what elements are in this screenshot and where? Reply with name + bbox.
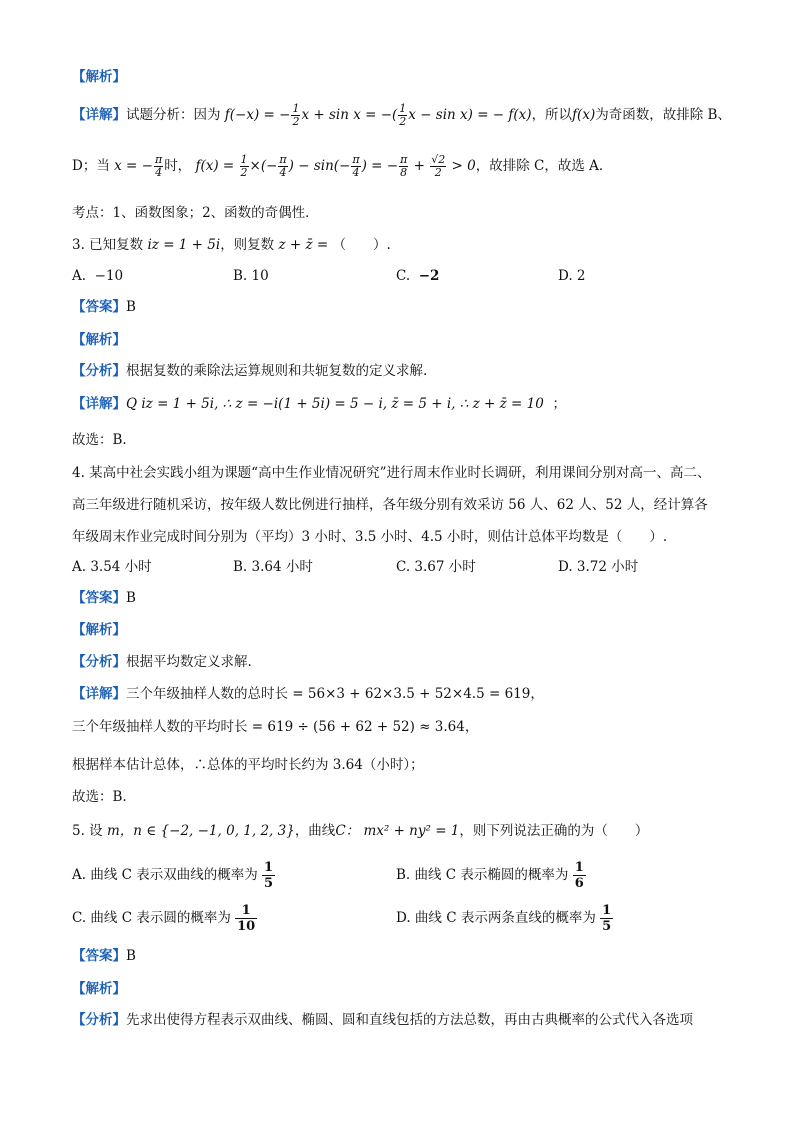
q4-option-b: B. 3.64 小时 <box>233 559 313 575</box>
q3-stem-eq: iz = 1 + 5i <box>147 237 221 253</box>
frac-half: $\frac{1}{2}$ <box>292 102 300 128</box>
q3-stem-b: ，则复数 <box>220 237 275 253</box>
q5-option-d: D. 曲线 C 表示两条直线的概率为 $\frac{1}{5}$ <box>396 903 612 934</box>
analysis-tag: 【解析】 <box>72 69 126 85</box>
frac-pi-4: $\frac{\pi}{4}$ <box>154 153 163 179</box>
q3-fenxi: 【分析】根据复数的乘除法运算规则和共轭复数的定义求解. <box>72 363 428 379</box>
q3-stem-sum: z + z̄ = <box>278 237 329 253</box>
q2-line2-c: ，故排除 C，故选 A． <box>475 158 613 174</box>
q3-option-d: D. 2 <box>558 268 586 284</box>
q3-option-b: B. 10 <box>233 268 269 284</box>
q2-line2-a: D；当 <box>72 158 110 174</box>
q4-detail1: 【详解】三个年级抽样人数的总时长 = 56×3 + 62×3.5 + 52×4.5 = 619， <box>72 686 544 702</box>
q5-answer: 【答案】B <box>72 948 136 964</box>
q3-conclusion: 故选：B. <box>72 432 127 448</box>
q2-fx: f(x) <box>572 107 596 123</box>
q2-eval: f(x) = $\frac{1}{2}$ ×(− $\frac{\pi}{4}$ ) − sin(− $\frac{\pi}{4}$ ) = − $\frac{\pi}{8}$ + $\frac{√2}{2}$ > 0 <box>195 153 476 179</box>
q2-detail-line <box>72 103 731 128</box>
q3-option-a: A. −10 <box>72 268 124 284</box>
q3-analysis-tag: 【解析】 <box>72 332 126 348</box>
q5-equation: mx² + ny² = 1 <box>363 823 460 839</box>
q2-detail-text-b: ，所以 <box>531 107 573 123</box>
q4-option-a: A. 3.54 小时 <box>72 559 152 575</box>
q3-option-c: C. −2 <box>396 268 440 284</box>
q4-option-d: D. 3.72 小时 <box>558 559 639 575</box>
q5-vars: m，n <box>106 823 142 839</box>
q2-line2-b: 时， <box>164 158 192 174</box>
q2-detail-text-a: 试题分析：因为 <box>126 107 221 123</box>
q5-set: ∈ {−2, −1, 0, 1, 2, 3} <box>146 823 295 839</box>
q4-stem-line2: 高三年级进行随机采访，按年级人数比例进行抽样，各年级分别有效采访 56 人、62 人、52 人，经计算各 <box>72 497 708 513</box>
q5-fenxi: 【分析】先求出使得方程表示双曲线、椭圆、圆和直线包括的方法总数，再由古典概率的公式代入各选项 <box>72 1012 693 1028</box>
q4-analysis-tag: 【解析】 <box>72 622 126 638</box>
q2-formula: f(−x) = − $\frac{1}{2}$ x + sin x = −( $\frac{1}{2}$ x − sin x) = − f(x) <box>224 102 532 128</box>
q2-kaodian: 考点：1、函数图象；2、函数的奇偶性． <box>72 205 319 221</box>
q3-stem-c: （ ）. <box>332 237 391 253</box>
q4-stem-line3: 年级周末作业完成时间分别为（平均）3 小时、3.5 小时、4.5 小时，则估计总体平均数是（ ）. <box>72 529 668 545</box>
q5-option-b: B. 曲线 C 表示椭圆的概率为 $\frac{1}{6}$ <box>396 860 584 891</box>
q3-detail: 【详解】Q iz = 1 + 5i, ∴ z = −i(1 + 5i) = 5 − i, z̄ = 5 + i, ∴ z + z̄ = 10 ； <box>72 396 566 412</box>
q5-option-c: C. 曲线 C 表示圆的概率为 $\frac{1}{10}$ <box>72 903 256 934</box>
q4-answer: 【答案】B <box>72 590 136 606</box>
q3-stem <box>72 235 391 255</box>
q5-option-a: A. 曲线 C 表示双曲线的概率为 $\frac{1}{5}$ <box>72 860 274 891</box>
q5-analysis-tag: 【解析】 <box>72 981 126 997</box>
q3-detail-expr: Q iz = 1 + 5i, ∴ z = −i(1 + 5i) = 5 − i, z̄ = 5 + i, ∴ z + z̄ = 10 <box>126 396 544 412</box>
q4-fenxi: 【分析】根据平均数定义求解. <box>72 654 252 670</box>
q4-detail2: 三个年级抽样人数的平均时长 = 619 ÷ (56 + 62 + 52) ≈ 3.64， <box>72 719 479 735</box>
q2-detail-text-c: 为奇函数，故排除 B、 <box>595 107 731 123</box>
q3-answer: 【答案】B <box>72 299 136 315</box>
q4-option-c: C. 3.67 小时 <box>396 559 476 575</box>
q4-stem-line1: 4. 某高中社会实践小组为课题“高中生作业情况研究”进行周末作业时长调研，利用课间分别对高一、高二、 <box>72 465 711 481</box>
q2-line2 <box>72 154 612 179</box>
q5-stem: 5. 设 m，n ∈ {−2, −1, 0, 1, 2, 3}，曲线C： mx² + ny² = 1，则下列说法正确的为（ ） <box>72 823 649 839</box>
q4-conclusion: 故选：B. <box>72 789 127 805</box>
detail-tag: 【详解】 <box>72 107 126 123</box>
q2-x-value: x = − $\frac{\pi}{4}$ <box>114 153 163 179</box>
frac-half-2: $\frac{1}{2}$ <box>399 102 407 128</box>
q3-stem-a: 3. 已知复数 <box>72 237 144 253</box>
q4-detail3: 根据样本估计总体，∴总体的平均时长约为 3.64（小时）； <box>72 757 424 773</box>
